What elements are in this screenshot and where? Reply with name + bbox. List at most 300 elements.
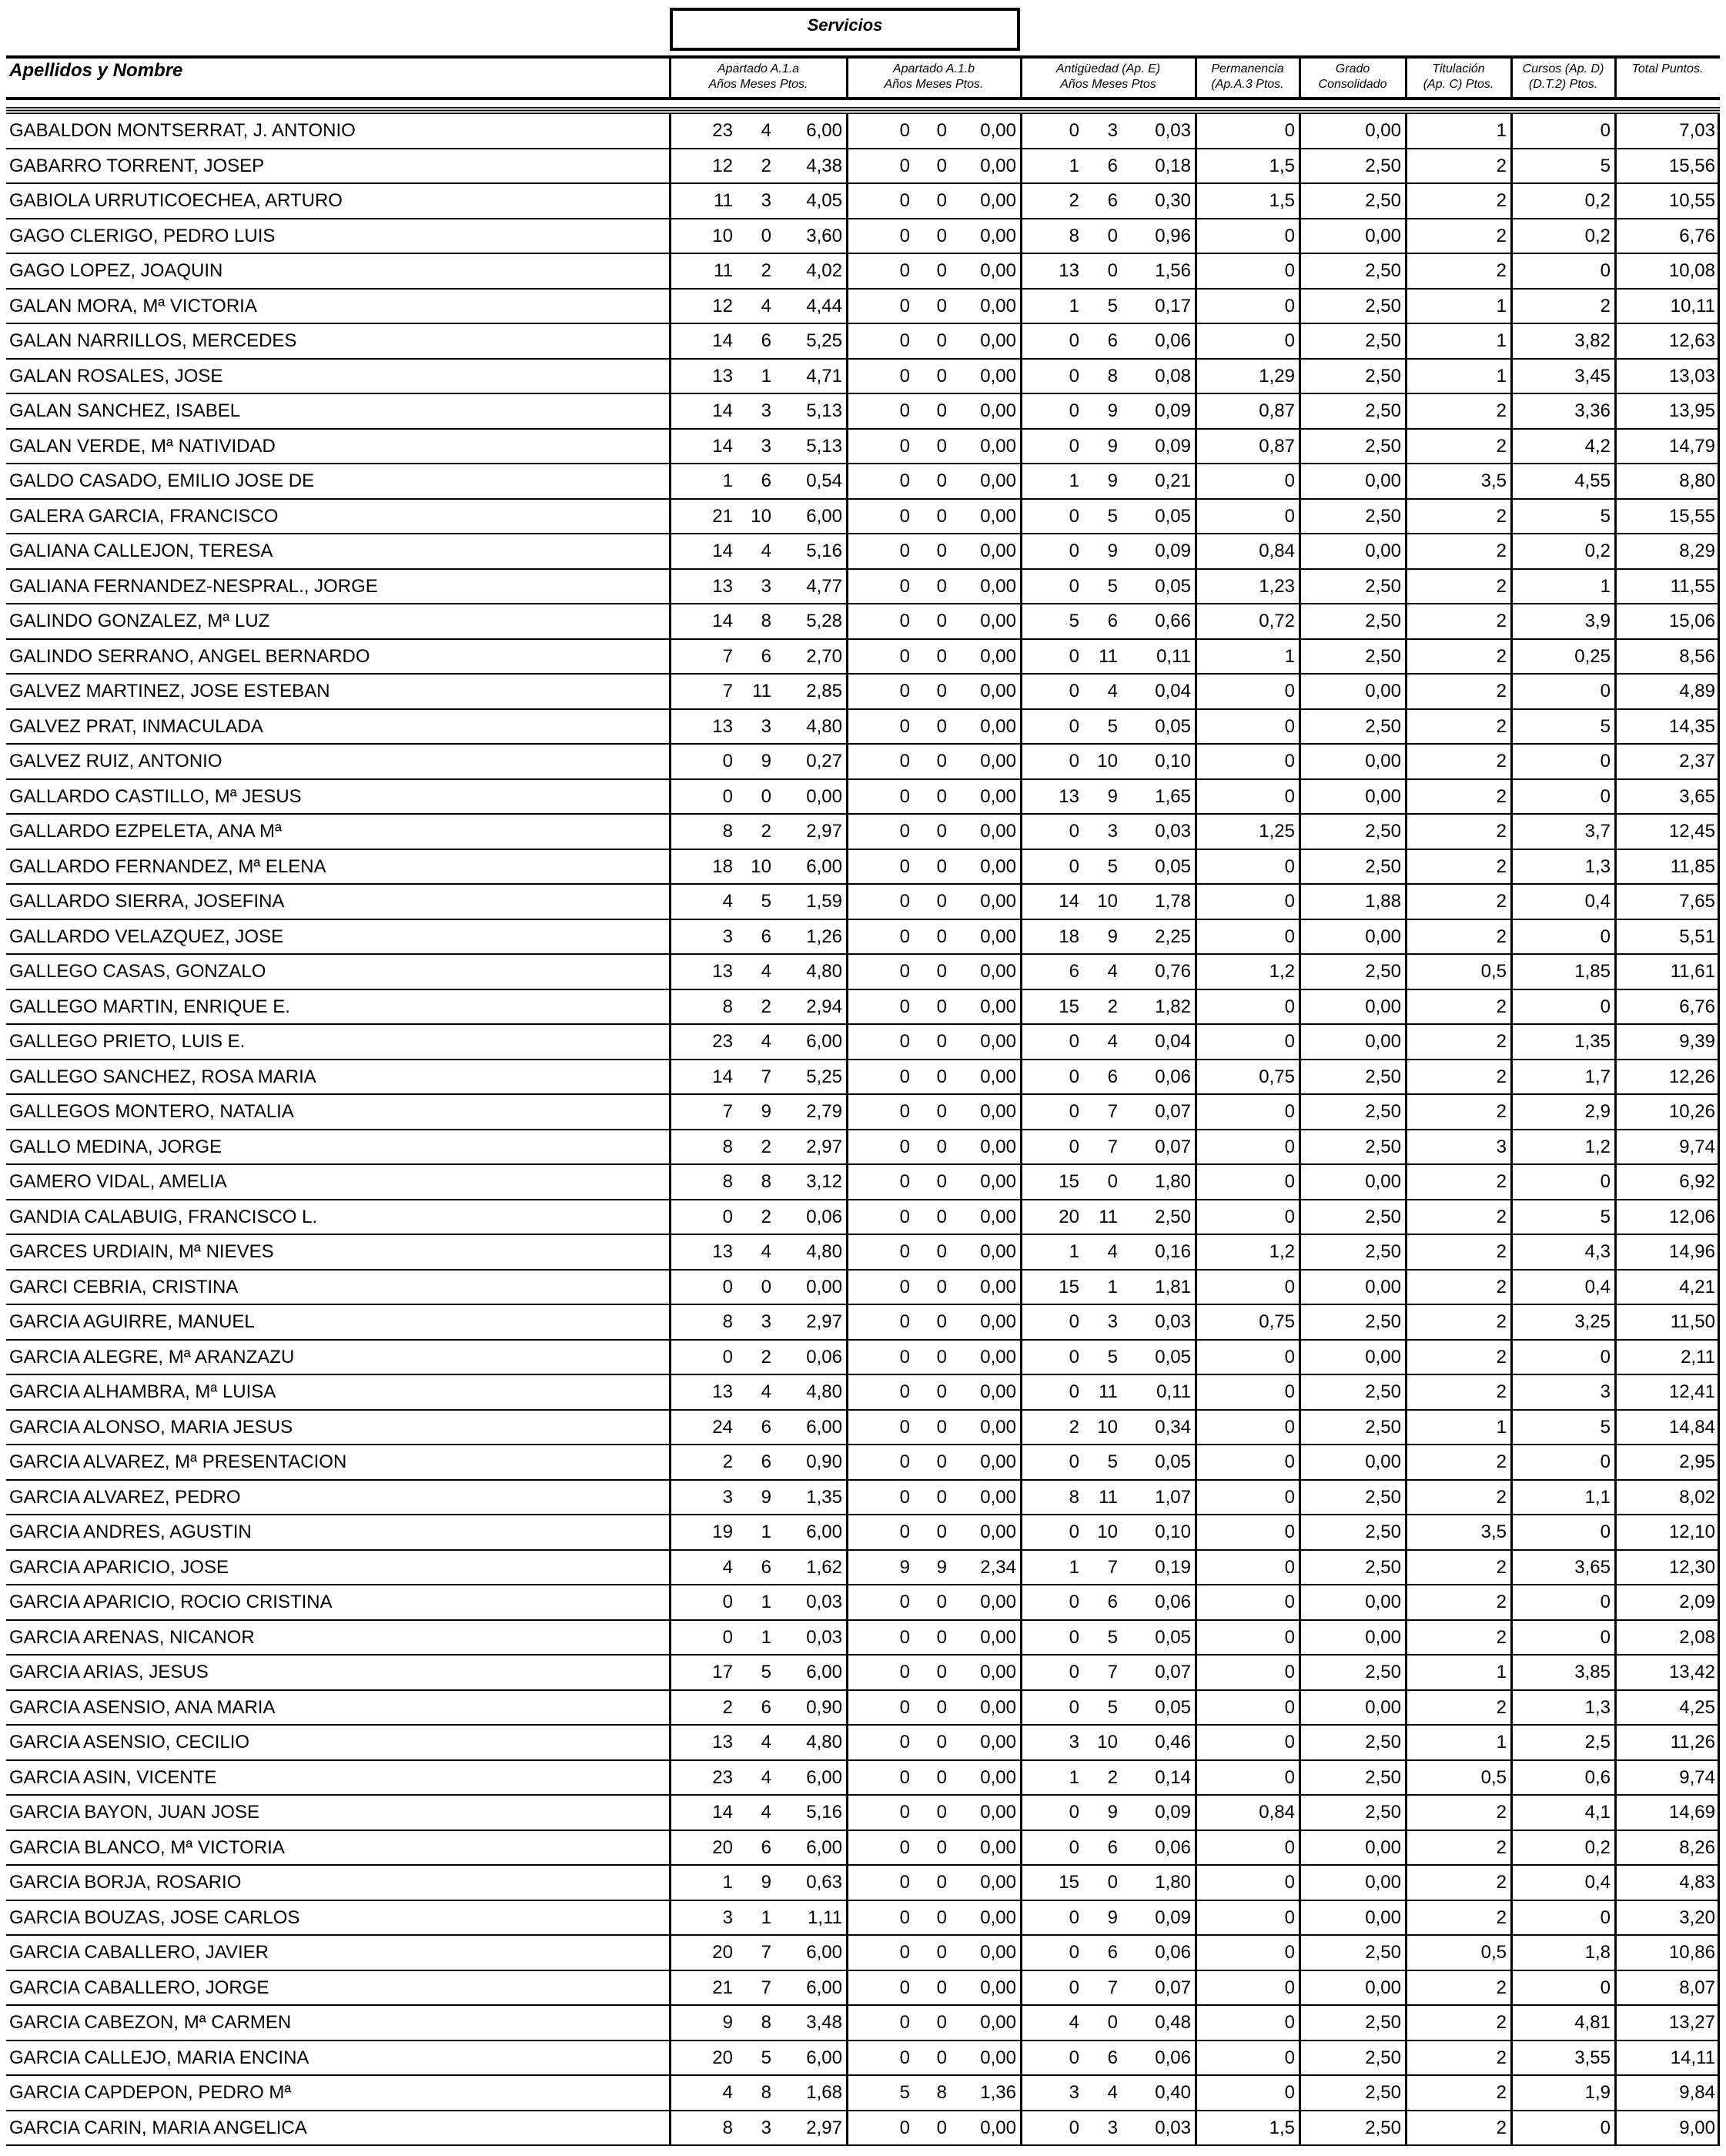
table-cell: 0,07 [1155,1101,1191,1122]
table-cell: 2,50 [1365,1802,1401,1823]
column-divider [1718,1971,1720,2005]
column-divider [1299,675,1301,708]
table-cell: 0,00 [980,541,1016,561]
table-cell: 7 [761,1942,771,1963]
column-divider [669,1515,671,1549]
column-divider [1299,1025,1301,1059]
table-cell: 13,42 [1668,1662,1715,1682]
table-cell: 4 [761,1766,771,1788]
table-cell: 0 [1069,575,1079,597]
table-cell: 0,00 [980,260,1016,281]
column-divider [1299,710,1301,744]
column-divider [1510,430,1513,464]
table-cell: 0 [1107,225,1118,246]
column-divider [1299,2111,1301,2145]
table-cell: 2 [1496,821,1507,842]
table-cell: 0 [1284,470,1295,491]
column-divider [1510,1095,1513,1129]
column-divider [846,570,848,604]
table-cell: 2,50 [1365,1662,1401,1682]
table-cell: 0 [1107,260,1118,281]
table-cell: 0,00 [1365,1626,1401,1648]
table-cell: 1,80 [1155,1171,1191,1192]
table-cell: 10 [712,225,733,246]
table-cell: 0 [936,891,947,912]
column-divider [846,1691,848,1725]
column-divider [1405,570,1407,604]
table-cell: 1,88 [1365,891,1401,912]
column-divider [1299,920,1301,954]
table-cell: 0 [1600,1907,1611,1928]
column-divider [669,1585,671,1619]
table-cell: 0 [722,1276,733,1297]
column-divider [846,885,848,919]
column-divider [1614,640,1617,674]
table-cell: 0 [1069,1101,1079,1122]
table-cell: 0,06 [1155,330,1191,351]
employee-name: GARCIA APARICIO, ROCIO CRISTINA [9,1592,333,1612]
table-cell: 4 [1107,961,1118,982]
table-cell: 0,00 [980,1977,1016,1998]
table-cell: 2 [1496,611,1507,631]
table-cell: 0 [899,541,910,561]
column-divider [1614,745,1617,778]
table-cell: 0 [899,855,910,877]
column-divider [1405,885,1407,919]
table-cell: 2 [1107,996,1118,1017]
table-cell: 0,11 [1156,1381,1191,1402]
column-divider [1510,2111,1513,2145]
column-divider [1718,430,1720,464]
table-cell: 1,80 [1155,1872,1191,1893]
column-divider [1195,1656,1197,1689]
column-divider [1614,500,1617,534]
column-divider [1195,640,1197,674]
column-divider [1299,1936,1301,1970]
table-cell: 6 [761,1696,771,1718]
table-cell: 3 [1107,2117,1118,2138]
table-cell: 13 [712,1381,733,1402]
table-cell: 11 [1099,1381,1118,1402]
column-divider [669,604,671,638]
table-cell: 0,03 [806,1626,842,1648]
employee-name: GARCIA ASENSIO, ANA MARIA [9,1696,276,1718]
table-cell: 1 [761,1626,771,1648]
table-cell: 14,35 [1668,715,1715,737]
column-divider [1020,815,1022,849]
column-divider [1299,990,1301,1024]
table-cell: 0,19 [1155,1556,1191,1578]
table-cell: 0 [1284,855,1295,877]
table-row [6,1761,1720,1796]
table-cell: 0 [936,541,947,561]
table-cell: 0 [1600,681,1611,701]
column-divider [1718,290,1720,323]
employee-name: GALIANA FERNANDEZ-NESPRAL., JORGE [9,575,378,597]
column-divider [1299,1831,1301,1865]
column-divider [1718,2041,1720,2075]
table-cell: 0,18 [1155,155,1191,176]
table-cell: 6,00 [806,1836,842,1858]
column-divider [1405,290,1407,323]
table-cell: 1 [761,1522,771,1542]
column-divider [1020,990,1022,1024]
table-cell: 23 [712,120,733,141]
table-row [6,1726,1720,1761]
column-divider [669,219,671,253]
table-cell: 3 [761,190,771,211]
table-cell: 2 [1496,505,1507,527]
table-cell: 4 [761,120,771,141]
table-cell: 0,46 [1155,1732,1191,1753]
column-divider [1299,815,1301,849]
table-cell: 0 [1069,1942,1079,1963]
column-divider [1195,1691,1197,1725]
column-divider [846,710,848,744]
column-divider [846,149,848,183]
column-divider [1195,114,1197,148]
table-cell: 2 [1107,1766,1118,1788]
table-cell: 1,26 [806,926,842,947]
table-cell: 6,00 [806,1977,842,1998]
table-row [6,710,1720,745]
table-cell: 2 [1496,155,1507,176]
table-cell: 7 [722,681,733,701]
column-divider [1718,219,1720,253]
table-cell: 2,50 [1365,435,1401,457]
table-cell: 2,50 [1365,611,1401,631]
column-divider [1195,955,1197,989]
column-divider [1299,1761,1301,1795]
column-divider [1405,2006,1407,2040]
table-cell: 0 [936,435,947,457]
column-divider [1614,604,1617,638]
table-cell: 12,10 [1668,1522,1715,1542]
table-cell: 0,05 [1155,855,1191,877]
column-divider [1614,1060,1617,1094]
column-divider [846,394,848,428]
column-divider [1299,1165,1301,1199]
employee-name: GAGO CLERIGO, PEDRO LUIS [9,225,276,246]
table-cell: 2 [1496,1872,1507,1893]
column-divider [1195,1971,1197,2005]
table-row [6,1656,1720,1691]
column-divider [1299,290,1301,323]
table-cell: 0 [1600,1626,1611,1648]
table-cell: 0 [899,1522,910,1542]
table-cell: 0 [761,1276,771,1297]
column-divider [1614,114,1617,148]
table-cell: 11,85 [1670,855,1715,877]
table-cell: 2 [1496,715,1507,737]
table-cell: 0 [1284,1662,1295,1682]
employee-name: GARCI CEBRIA, CRISTINA [9,1276,239,1297]
table-cell: 12 [712,295,733,316]
column-divider [1405,534,1407,568]
table-cell: 0,00 [980,1522,1016,1542]
column-divider [1020,885,1022,919]
column-divider [846,2006,848,2040]
column-divider [1718,500,1720,534]
column-divider [1299,2006,1301,2040]
table-cell: 2 [1496,2047,1507,2068]
column-divider [1510,290,1513,323]
column-divider [669,1235,671,1269]
table-cell: 0 [899,400,910,421]
table-cell: 1 [1496,1416,1507,1438]
table-cell: 0 [1600,1977,1611,1998]
column-divider [1614,394,1617,428]
table-cell: 0 [936,751,947,772]
table-row [6,1621,1720,1656]
table-cell: 0 [899,330,910,351]
table-cell: 0,07 [1155,1136,1191,1157]
column-divider [1510,1200,1513,1234]
column-divider [1614,1235,1617,1269]
table-cell: 0 [936,1662,947,1682]
column-divider [1510,1901,1513,1935]
table-cell: 0 [1069,821,1079,842]
column-divider [1510,990,1513,1024]
table-cell: 0 [722,785,733,807]
table-cell: 1,5 [1269,190,1295,211]
employee-name: GALLARDO EZPELETA, ANA Mª [9,821,282,842]
table-cell: 0 [899,575,910,597]
table-cell: 8 [761,1171,771,1192]
table-cell: 0 [899,996,910,1017]
table-cell: 0 [1069,645,1079,667]
table-cell: 6,00 [806,505,842,527]
table-cell: 0 [899,1101,910,1122]
table-row [6,1901,1720,1937]
column-divider [1718,149,1720,183]
column-divider [1718,1445,1720,1479]
table-cell: 3 [722,926,733,947]
table-cell: 3 [1107,821,1118,842]
column-divider [669,500,671,534]
column-header: Grado Consolidado [1318,62,1387,91]
table-cell: 0 [722,1592,733,1612]
column-divider [1405,1445,1407,1479]
table-cell: 0 [1069,1696,1079,1718]
table-cell: 1,5 [1269,2117,1295,2138]
table-cell: 0,00 [980,155,1016,176]
table-cell: 9 [761,1101,771,1122]
column-divider [1510,745,1513,778]
table-cell: 0,17 [1155,295,1191,316]
table-cell: 13 [1059,260,1079,281]
header-column-divider [1020,59,1022,97]
column-divider [1195,1866,1197,1900]
table-cell: 2,50 [1365,505,1401,527]
table-cell: 1,3 [1584,1696,1611,1718]
column-divider [1299,1305,1301,1339]
table-cell: 9,74 [1679,1766,1715,1788]
table-cell: 2 [1496,1802,1507,1823]
table-cell: 6,00 [806,1766,842,1788]
table-cell: 0 [1069,1031,1079,1052]
column-divider [1718,780,1720,814]
table-cell: 0 [1284,785,1295,807]
table-cell: 11,55 [1670,575,1715,597]
table-cell: 1 [1107,1276,1118,1297]
column-divider [1718,394,1720,428]
column-divider [846,464,848,498]
employee-name: GARCIA ASENSIO, CECILIO [9,1732,250,1753]
column-divider [1405,745,1407,778]
table-cell: 0 [1600,120,1611,141]
column-divider [1020,1375,1022,1409]
header-column-divider [669,59,671,97]
table-cell: 0 [1284,1907,1295,1928]
employee-name: GARCIA CARIN, MARIA ANGELICA [9,2117,307,2138]
table-cell: 0 [1284,120,1295,141]
table-cell: 0,30 [1155,190,1191,211]
column-divider [1405,464,1407,498]
column-divider [1718,640,1720,674]
column-divider [1299,1971,1301,2005]
table-cell: 0 [936,961,947,982]
column-divider [669,290,671,323]
table-cell: 5,25 [806,330,842,351]
table-cell: 2,50 [1365,365,1401,387]
column-divider [1299,1060,1301,1094]
column-divider [1510,2006,1513,2040]
table-cell: 2,37 [1679,751,1715,772]
column-divider [1405,1901,1407,1935]
column-divider [1614,1971,1617,2005]
column-divider [846,219,848,253]
table-cell: 3,55 [1574,2047,1611,2068]
table-cell: 0 [936,400,947,421]
column-divider [1020,1691,1022,1725]
table-row [6,290,1720,325]
column-divider [1299,464,1301,498]
table-cell: 0 [899,190,910,211]
table-cell: 2,50 [1365,2047,1401,2068]
table-cell: 0,00 [1365,1907,1401,1928]
table-cell: 0 [899,645,910,667]
table-cell: 0 [1284,1451,1295,1472]
table-cell: 0,00 [980,961,1016,982]
column-divider [1020,534,1022,568]
table-cell: 0 [899,1381,910,1402]
table-cell: 0 [1284,681,1295,701]
column-divider [846,1130,848,1164]
table-cell: 0 [899,1766,910,1788]
table-cell: 1,2 [1584,1136,1611,1157]
column-divider [1614,1866,1617,1900]
column-divider [1614,324,1617,358]
table-cell: 4 [722,891,733,912]
table-cell: 0 [899,2047,910,2068]
table-row [6,149,1720,185]
column-divider [1195,1445,1197,1479]
table-cell: 2,97 [806,1311,842,1332]
table-cell: 13 [712,365,733,387]
table-cell: 0,00 [980,855,1016,877]
column-divider [1405,604,1407,638]
table-cell: 10 [751,505,771,527]
column-divider [846,1936,848,1970]
employee-name: GALINDO SERRANO, ANGEL BERNARDO [9,645,370,667]
table-cell: 0,09 [1155,1802,1191,1823]
table-cell: 0 [1069,1381,1079,1402]
table-cell: 0 [761,225,771,246]
column-divider [1195,885,1197,919]
table-cell: 0,2 [1584,1836,1611,1858]
column-divider [1195,745,1197,778]
table-cell: 1 [722,470,733,491]
table-row [6,1866,1720,1901]
table-row [6,324,1720,360]
column-divider [669,1165,671,1199]
table-cell: 0 [936,681,947,701]
column-divider [669,780,671,814]
column-divider [1510,1411,1513,1445]
column-divider [1405,1130,1407,1164]
table-cell: 0,00 [806,1276,842,1297]
employee-name: GABARRO TORRENT, JOSEP [9,155,265,176]
table-cell: 14 [712,1066,733,1087]
table-cell: 0 [1069,1592,1079,1612]
column-divider [1614,1585,1617,1619]
column-divider [1510,1621,1513,1655]
table-cell: 0,06 [1155,1066,1191,1087]
column-divider [1614,815,1617,849]
table-cell: 0 [1284,1977,1295,1998]
column-divider [1405,149,1407,183]
table-cell: 0 [761,785,771,807]
table-cell: 5 [1107,1626,1118,1648]
employee-name: GARCIA BOUZAS, JOSE CARLOS [9,1907,300,1928]
column-divider [1020,1901,1022,1935]
column-divider [1195,780,1197,814]
employee-name: GALINDO GONZALEZ, Mª LUZ [9,611,270,631]
column-divider [1718,324,1720,358]
column-divider [1718,815,1720,849]
table-cell: 11 [714,260,733,281]
column-divider [669,1656,671,1689]
table-cell: 0 [936,1381,947,1402]
column-divider [1405,990,1407,1024]
table-cell: 6 [761,330,771,351]
column-divider [1405,920,1407,954]
table-cell: 0,00 [1365,120,1401,141]
table-cell: 0,00 [980,2012,1016,2033]
column-divider [1614,1200,1617,1234]
table-cell: 15 [1059,1171,1079,1192]
table-cell: 0,03 [806,1592,842,1612]
table-cell: 0 [936,1171,947,1192]
table-cell: 0 [1284,1276,1295,1297]
table-cell: 11 [752,681,771,701]
table-cell: 1 [1496,330,1507,351]
table-cell: 0,06 [1155,2047,1191,2068]
table-cell: 4 [1069,2012,1079,2033]
column-divider [1405,780,1407,814]
table-cell: 0 [936,190,947,211]
column-divider [1510,710,1513,744]
employee-name: GALLARDO VELAZQUEZ, JOSE [9,926,284,947]
table-cell: 0 [1069,400,1079,421]
column-divider [1020,640,1022,674]
table-cell: 8 [1107,365,1118,387]
table-cell: 0,00 [1365,1171,1401,1192]
column-divider [1020,1411,1022,1445]
column-divider [846,1761,848,1795]
table-cell: 6 [1107,1942,1118,1963]
